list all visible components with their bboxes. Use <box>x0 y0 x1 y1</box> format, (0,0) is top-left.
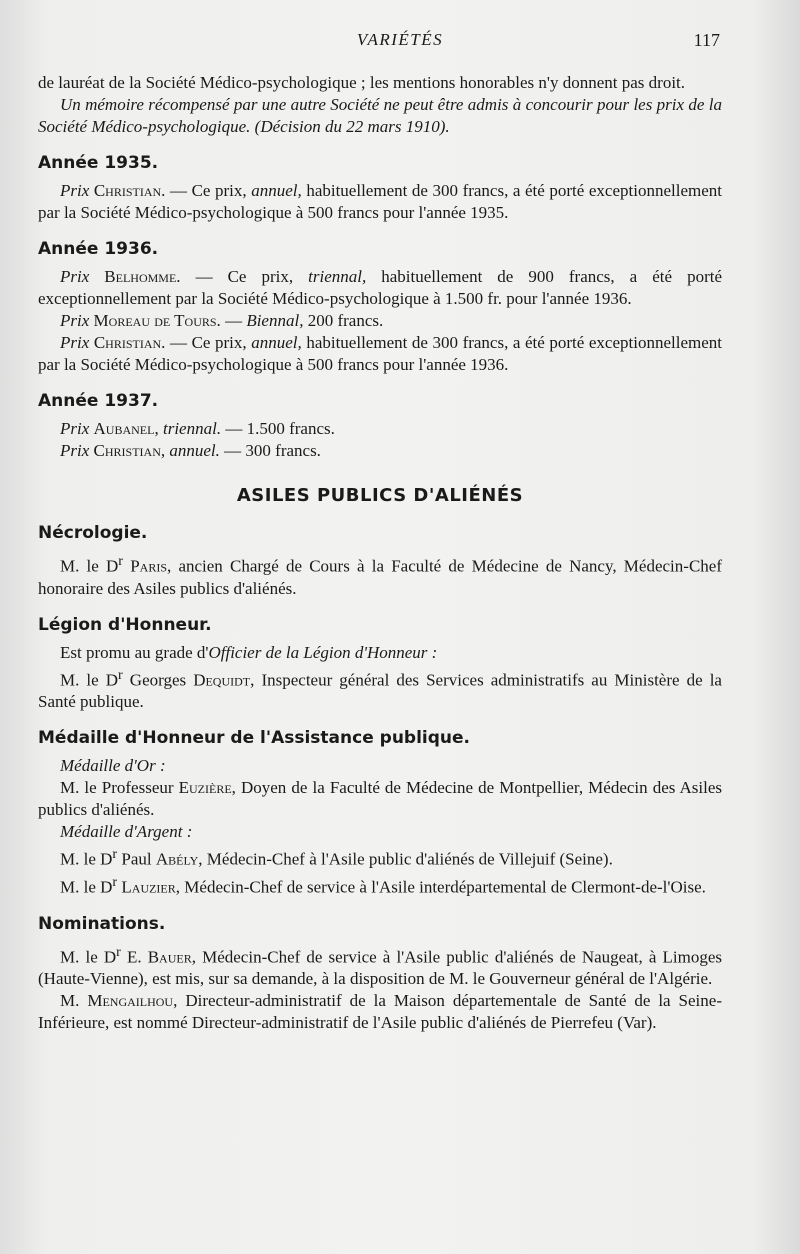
prize-text: — Ce prix, <box>165 333 252 352</box>
heading-1935: Année 1935. <box>38 153 159 173</box>
prize-word: Prix <box>60 419 90 438</box>
prize-belhomme-1936 <box>38 266 722 310</box>
prize-christian-1936 <box>38 332 722 376</box>
entry-prefix: M. le D <box>60 947 117 967</box>
first-name: Paul <box>117 849 156 869</box>
necrologie-entry <box>38 550 722 600</box>
prize-text: — Ce prix, <box>180 267 309 286</box>
prize-text: — Ce prix, <box>165 181 252 200</box>
entry-text: Doyen de la Faculté de Médecine de Montpellier, Médecin des Asiles publics d'aliénés. <box>38 778 722 820</box>
entry-text: Médecin-Chef de service à l'Asile public d'aliénés de Naugeat, à Limoges (Haute-Vienne), est mis, sur sa demande, à la disposition de M. le Gouverneur général de l'Algérie. <box>38 947 722 989</box>
prize-text: — 1.500 francs. <box>221 419 335 438</box>
entry-prefix: M. le D <box>60 556 119 576</box>
entry-prefix: M. <box>60 991 88 1011</box>
prize-kind: triennal, <box>308 267 367 286</box>
prize-text: 200 francs. <box>303 311 384 330</box>
medaille-argent-entry-1 <box>38 843 722 871</box>
prize-text: habituellement de 900 francs, a été porté exceptionnellement par la Société Médico-psychologique à 1.500 fr. pour l'année 1936. <box>38 267 722 308</box>
medaille-argent-label: Médaille d'Argent : <box>60 822 193 842</box>
prize-word: Prix <box>60 441 90 460</box>
person-name: Euzière, <box>178 778 236 798</box>
prize-name: Aubanel, <box>93 419 159 438</box>
intro-paragraph: de lauréat de la Société Médico-psychologique ; les mentions honorables n'y donnent pas droit. <box>38 73 686 92</box>
prize-kind: triennal. <box>158 419 222 438</box>
prize-text: — 300 francs. <box>219 441 321 460</box>
prize-word: Prix <box>60 267 90 286</box>
entry-text: Médecin-Chef de service à l'Asile interdépartemental de Clermont-de-l'Oise. <box>180 877 706 897</box>
prize-christian-1935 <box>38 180 722 224</box>
entry-sup: r <box>112 846 118 863</box>
entry-sup: r <box>112 873 118 890</box>
prize-word: Prix <box>60 311 90 330</box>
prize-name: Moreau de Tours. <box>93 311 221 330</box>
entry-sup: r <box>118 666 123 683</box>
prize-kind: annuel. <box>165 441 220 460</box>
heading-1937: Année 1937. <box>38 391 159 411</box>
legion-grade: Officier de la Légion d'Honneur : <box>208 642 438 662</box>
first-name: Georges <box>122 670 194 690</box>
prize-christian-1937 <box>38 440 722 462</box>
entry-sup: r <box>116 943 121 960</box>
entry-prefix: M. le D <box>60 670 119 690</box>
prize-kind: Biennal, <box>246 311 304 330</box>
page-number: 117 <box>693 30 720 50</box>
entry-prefix: M. le Professeur <box>60 778 179 798</box>
prize-word: Prix <box>60 333 90 352</box>
nomination-entry-1 <box>38 941 722 991</box>
running-header <box>0 30 800 54</box>
running-title: VARIÉTÉS <box>356 30 444 49</box>
first-name: E. <box>120 947 148 967</box>
page-body <box>38 72 722 1034</box>
intro-note: Un mémoire récompensé par une autre Société ne peut être admis à concourir pour les prix de la Société Médico-psychologique. (Décision du 22 mars 1910). <box>38 95 722 136</box>
heading-necrologie: Nécrologie. <box>38 523 148 543</box>
medaille-or-label: Médaille d'Or : <box>60 756 166 776</box>
prize-kind: annuel, <box>251 333 302 352</box>
heading-1936: Année 1936. <box>38 239 159 259</box>
person-name: Dequidt, <box>193 670 255 690</box>
person-name: Paris, <box>123 556 172 576</box>
heading-medaille: Médaille d'Honneur de l'Assistance publique. <box>38 728 471 749</box>
entry-text: ancien Chargé de Cours à la Faculté de Médecine de Nancy, Médecin-Chef honoraire des Asiles publics d'aliénés. <box>38 556 722 598</box>
prize-moreau-1936 <box>38 310 722 332</box>
prize-aubanel-1937 <box>38 418 722 440</box>
entry-prefix: M. le D <box>60 849 113 869</box>
prize-text: habituellement de 300 francs, a été porté exceptionnellement par la Société Médico-psychologique à 500 francs pour l'année 1935. <box>38 181 722 222</box>
person-name: Lauzier, <box>117 877 181 897</box>
entry-text: Directeur-administratif de la Maison départementale de Santé de la Seine-Inférieure, est nommé Directeur-administratif de l'Asile public d'aliénés de Pierrefeu (Var). <box>38 991 722 1033</box>
prize-name: Belhomme. <box>104 267 181 286</box>
prize-name: Christian, <box>93 441 166 460</box>
entry-text: Médecin-Chef à l'Asile public d'aliénés de Villejuif (Seine). <box>202 849 613 869</box>
prize-word: Prix <box>60 181 90 200</box>
person-name: Mengailhou, <box>87 991 178 1011</box>
entry-sup: r <box>118 553 124 569</box>
prize-text: — <box>220 311 247 330</box>
prize-name: Christian. <box>93 181 166 200</box>
heading-legion: Légion d'Honneur. <box>38 614 212 635</box>
nomination-entry-2 <box>38 990 722 1034</box>
legion-line-prefix: Est promu au grade d' <box>60 642 209 662</box>
section-title: ASILES PUBLICS D'ALIÉNÉS <box>236 485 524 506</box>
legion-intro <box>38 642 722 664</box>
heading-nominations: Nominations. <box>38 913 166 934</box>
legion-entry <box>38 664 722 714</box>
prize-text: habituellement de 300 francs, a été porté exceptionnellement par la Société Médico-psychologique à 500 francs pour l'année 1936. <box>38 333 722 374</box>
prize-name: Christian. <box>93 333 166 352</box>
medaille-or-entry <box>38 777 722 821</box>
entry-prefix: M. le D <box>60 877 113 897</box>
person-name: Bauer, <box>147 947 196 967</box>
medaille-argent-entry-2 <box>38 871 722 899</box>
prize-kind: annuel, <box>251 181 302 200</box>
entry-text: Inspecteur général des Services administratifs au Ministère de la Santé publique. <box>38 670 722 712</box>
person-name: Abély, <box>155 849 203 869</box>
